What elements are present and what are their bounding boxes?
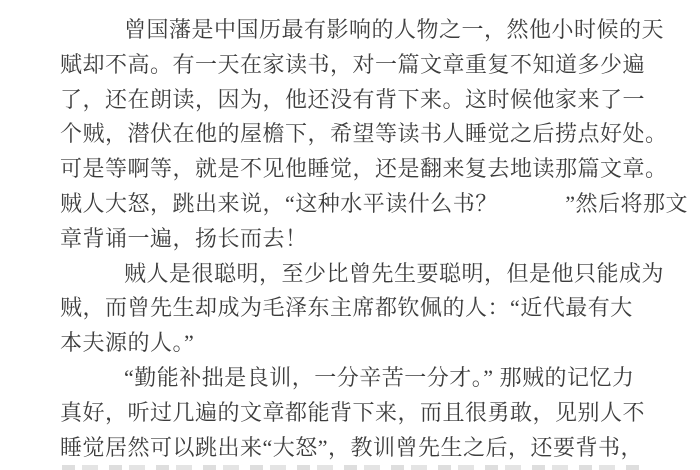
text-line: 贼，而曾先生却成为毛泽东主席都钦佩的人：“近代最有大 [60, 295, 633, 321]
paragraph [60, 257, 665, 361]
text-line: 了，还在朗读，因为，他还没有背下来。这时候他家来了一 [60, 86, 646, 112]
clipped-next-line [62, 465, 645, 470]
text-line: 章背诵一遍，扬长而去！ [60, 225, 308, 251]
text-line: 睡觉居然可以跳出来“大怒”，教训曾先生之后，还要背书， [60, 434, 644, 460]
text-line: 真好，听过几遍的文章都能背下来，而且很勇敢，见别人不 [60, 399, 646, 425]
paragraph [60, 13, 689, 257]
paragraph [60, 361, 660, 465]
text-line: 个贼，潜伏在他的屋檐下，希望等读书人睡觉之后捞点好处。 [60, 121, 668, 147]
text-line: “勤能补拙是良训，一分辛苦一分才。” 那贼的记忆力 [124, 364, 635, 390]
text-line: 赋却不高。有一天在家读书，对一篇文章重复不知道多少遍 [60, 51, 646, 77]
text-line: 曾国藩是中国历最有影响的人物之一，然他小时候的天 [124, 17, 665, 42]
text-line: 可是等啊等，就是不见他睡觉，还是翻来复去地读那篇文章。 [60, 156, 668, 182]
text-line: 贼人大怒，跳出来说，“这种水平读什么书？ ”然后将那文 [60, 190, 689, 216]
text-line: 本夫源的人。” [60, 330, 195, 356]
text-line: 贼人是很聪明，至少比曾先生要聪明，但是他只能成为 [124, 260, 665, 286]
